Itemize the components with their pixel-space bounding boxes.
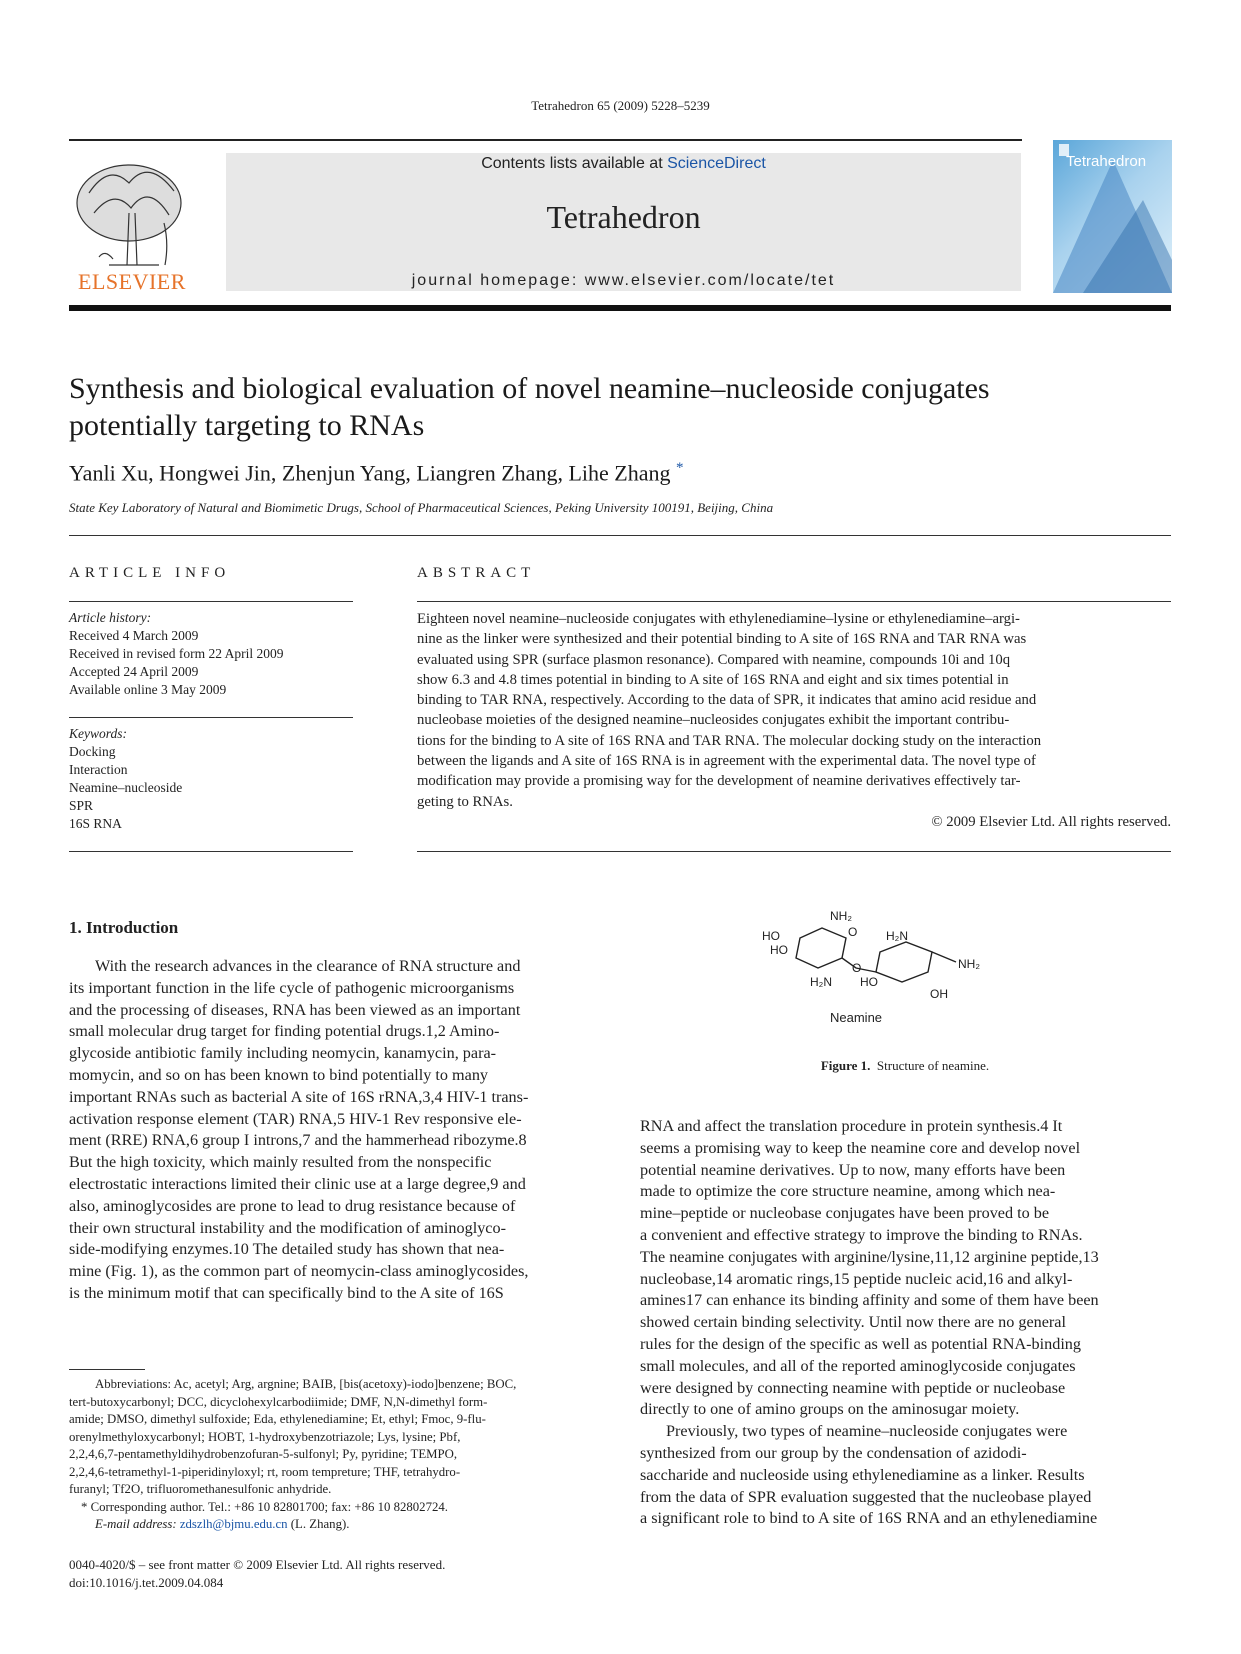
corresponding-author: * Corresponding author. Tel.: +86 10 82801700; fax: +86 10 82802724.: [81, 1499, 448, 1514]
doi-line[interactable]: doi:10.1016/j.tet.2009.04.084: [69, 1575, 224, 1590]
group-label-nh2-right: NH₂: [958, 957, 980, 971]
journal-homepage[interactable]: journal homepage: www.elsevier.com/locate/tet: [411, 272, 836, 289]
contents-prefix: Contents lists available at: [481, 155, 668, 172]
email-suffix: (L. Zhang).: [287, 1517, 350, 1531]
contents-line: [226, 155, 1021, 173]
online-date: Available online 3 May 2009: [69, 682, 227, 697]
body-line: rules for the design of the specific as well as potential RNA-binding: [640, 1334, 1081, 1353]
keywords-block: [69, 725, 353, 833]
abstract-line: show 6.3 and 4.8 times potential in binding to A site of 16S RNA and eight and six times potential in: [417, 671, 1009, 688]
figure-caption-text: Structure of neamine.: [876, 1058, 990, 1073]
footnote-line: 2,2,4,6,7-pentamethyldihydrobenzofuran-5-sulfonyl; Py, pyridine; TEMPO,: [69, 1447, 458, 1461]
body-line: amines17 can enhance its binding affinity and some of them have been: [640, 1291, 1099, 1310]
footnote-rule: [69, 1369, 145, 1370]
body-line: glycoside antibiotic family including neomycin, kanamycin, para-: [69, 1044, 497, 1063]
body-line: momycin, and so on has been known to bind potentially to many: [69, 1065, 489, 1084]
body-line: seems a promising way to keep the neamine core and develop novel: [640, 1138, 1081, 1157]
body-line: showed certain binding selectivity. Until now there are no general: [640, 1313, 1066, 1332]
article-history: [69, 609, 353, 699]
footnote-line: orenylmethyloxycarbonyl; HOBT, 1-hydroxybenzotriazole; Lys, lysine; Pbf,: [69, 1429, 461, 1444]
body-line: small molecular drug target for finding potential drugs.1,2 Amino-: [69, 1022, 500, 1041]
figure-label: Figure 1.: [820, 1058, 871, 1073]
body-line: from the data of SPR evaluation suggested that the nucleobase played: [640, 1487, 1092, 1506]
abstract-line: evaluated using SPR (surface plasmon resonance). Compared with neamine, compounds 10i and 10q: [417, 651, 1011, 668]
body-line: With the research advances in the clearance of RNA structure and: [95, 957, 521, 975]
issn-line: 0040-4020/$ – see front matter © 2009 Elsevier Ltd. All rights reserved.: [69, 1557, 446, 1572]
abstract-line: tions for the binding to A site of 16S RNA and TAR RNA. The molecular docking study on the interaction: [417, 732, 1042, 749]
email-link[interactable]: zdszlh@bjmu.edu.cn: [179, 1517, 288, 1531]
body-line: is the minimum motif that can specifically bind to the A site of 16S: [69, 1283, 504, 1302]
elsevier-wordmark: ELSEVIER: [78, 269, 186, 294]
abstract-line: Eighteen novel neamine–nucleoside conjugates with ethylenediamine–lysine or ethylenediamine–argi-: [417, 611, 1020, 627]
body-line: small molecules, and all of the reported aminoglycoside conjugates: [640, 1356, 1076, 1375]
group-label-ho3: HO: [860, 975, 878, 989]
neamine-structure-figure: [760, 910, 1060, 1030]
abstract-line: nine as the linker were synthesized and their potential binding to A site of 16S RNA and TAR RNA was: [417, 631, 1027, 648]
title-line-2: potentially targeting to RNAs: [69, 409, 425, 442]
figure-1-caption: [640, 1058, 1170, 1074]
article-info-heading: ARTICLE INFO: [69, 565, 231, 581]
group-label-ho2: HO: [770, 943, 788, 957]
compound-name: Neamine: [830, 1010, 883, 1025]
body-line: their own structural instability and the modification of aminoglyco-: [69, 1218, 506, 1237]
abstract-line: binding to TAR RNA, respectively. According to the data of SPR, it indicates that amino acid residue and: [417, 692, 1037, 709]
body-line: a significant role to bind to A site of 16S RNA and an ethylenediamine: [640, 1509, 1098, 1528]
intro-left-column: [69, 956, 600, 1305]
affiliation: State Key Laboratory of Natural and Biomimetic Drugs, School of Pharmaceutical Sciences, Peking University 100191, Beijing, China: [69, 500, 774, 515]
intro-right-column: [640, 1116, 1171, 1530]
group-label-h2n-2: H₂N: [886, 929, 908, 943]
corresponding-mark[interactable]: *: [675, 460, 684, 476]
header-rule: [69, 139, 1022, 141]
email-line: [69, 1516, 600, 1534]
keyword: Neamine–nucleoside: [69, 780, 183, 795]
group-label-nh2-top: NH₂: [830, 910, 852, 923]
body-line: saccharide and nucleoside using ethylenediamine as a linker. Results: [640, 1465, 1085, 1484]
body-line: Previously, two types of neamine–nucleoside conjugates were: [666, 1422, 1068, 1441]
keyword: 16S RNA: [69, 816, 122, 831]
abstract-line: geting to RNAs.: [417, 793, 513, 810]
abstract-line: nucleobase moieties of the designed neamine–nucleosides conjugates exhibit the important contribu-: [417, 712, 1010, 729]
sciencedirect-link[interactable]: ScienceDirect: [667, 155, 766, 172]
body-line: activation response element (TAR) RNA,5 HIV-1 Rev responsive ele-: [69, 1109, 522, 1128]
footnote-line: amide; DMSO, dimethyl sulfoxide; Eda, ethylenediamine; Et, ethyl; Fmoc, 9-flu-: [69, 1412, 486, 1426]
abstract-rule: [417, 601, 1171, 602]
group-label-oh: OH: [930, 987, 948, 1001]
abstract-line: modification may provide a promising way for the development of neamine derivatives effectively tar-: [417, 773, 1021, 790]
received-date: Received 4 March 2009: [69, 628, 199, 643]
body-line: synthesized from our group by the condensation of azidodi-: [640, 1443, 1027, 1462]
body-line: mine–peptide or nucleobase conjugates have been proved to be: [640, 1204, 1050, 1223]
body-line: a convenient and effective strategy to improve the binding to RNAs.: [640, 1225, 1083, 1244]
abbreviations-footnote: [69, 1376, 600, 1534]
footnote-line: 2,2,4,6-tetramethyl-1-piperidinyloxyl; rt, room tempreture; THF, tetrahydro-: [69, 1464, 461, 1479]
front-matter-note: [69, 1556, 629, 1592]
section-heading-introduction: 1. Introduction: [69, 918, 179, 937]
footnote-line: furanyl; Tf2O, trifluoromethanesulfonic anhydride.: [69, 1482, 332, 1496]
body-line: electrostatic interactions limited their clinic use at a large degree,9 and: [69, 1174, 526, 1193]
body-line: RNA and affect the translation procedure in protein synthesis.4 It: [640, 1117, 1063, 1135]
keyword: Docking: [69, 744, 116, 759]
body-line: The neamine conjugates with arginine/lysine,11,12 arginine peptide,13: [640, 1247, 1099, 1266]
body-line: nucleobase,14 aromatic rings,15 peptide nucleic acid,16 and alkyl-: [640, 1269, 1073, 1288]
info-rule-1: [69, 601, 353, 602]
ring-oxygen-1: O: [848, 925, 858, 939]
history-label: Article history:: [69, 610, 152, 625]
authors-text: Yanli Xu, Hongwei Jin, Zhenjun Yang, Liangren Zhang, Lihe Zhang: [69, 460, 671, 486]
body-line: also, aminoglycosides are prone to lead to drug resistance because of: [69, 1196, 516, 1215]
info-rule-2: [69, 717, 353, 718]
abstract-line: between the ligands and A site of 16S RNA is in agreement with the experimental data. The novel type of: [417, 753, 1036, 770]
body-line: But the high toxicity, which mainly resulted from the nonspecific: [69, 1153, 492, 1172]
keywords-label: Keywords:: [69, 726, 127, 741]
body-line: ment (RRE) RNA,6 group I introns,7 and the hammerhead ribozyme.8: [69, 1131, 527, 1150]
header-thick-rule: [69, 305, 1171, 311]
cover-title: Tetrahedron: [1066, 153, 1147, 170]
article-title: [69, 370, 1169, 444]
accepted-date: Accepted 24 April 2009: [69, 664, 199, 679]
body-line: made to optimize the core structure neamine, among which nea-: [640, 1182, 1056, 1201]
email-label: E-mail address:: [95, 1517, 180, 1531]
body-line: mine (Fig. 1), as the common part of neomycin-class aminoglycosides,: [69, 1262, 529, 1281]
abstract-copyright: © 2009 Elsevier Ltd. All rights reserved.: [931, 814, 1171, 830]
body-line: important RNAs such as bacterial A site of 16S rRNA,3,4 HIV-1 trans-: [69, 1087, 529, 1106]
group-label-ho1: HO: [762, 929, 780, 943]
body-line: and the processing of diseases, RNA has been viewed as an important: [69, 1000, 521, 1019]
title-rule: [69, 535, 1171, 536]
abstract-heading: ABSTRACT: [417, 565, 536, 581]
group-label-h2n-1: H₂N: [810, 975, 832, 989]
journal-citation: Tetrahedron 65 (2009) 5228–5239: [531, 98, 710, 113]
body-line: its important function in the life cycle of pathogenic microorganisms: [69, 978, 515, 997]
body-line: directly to one of amino groups on the aminosugar moiety.: [640, 1400, 1020, 1419]
abstract-body: [417, 609, 1171, 812]
glycosidic-oxygen: O: [852, 961, 862, 975]
body-line: side-modifying enzymes.10 The detailed study has shown that nea-: [69, 1240, 505, 1259]
author-list: [69, 460, 683, 486]
keyword: SPR: [69, 798, 94, 813]
abstract-bottom-rule: [417, 851, 1171, 852]
body-line: potential neamine derivatives. Up to now, many efforts have been: [640, 1160, 1066, 1179]
journal-name: Tetrahedron: [546, 199, 701, 235]
body-line: were designed by connecting neamine with peptide or nucleobase: [640, 1378, 1066, 1397]
keyword: Interaction: [69, 762, 128, 777]
revised-date: Received in revised form 22 April 2009: [69, 646, 284, 661]
footnote-line: Abbreviations: Ac, acetyl; Arg, argnine; BAIB, [bis(acetoxy)-iodo]benzene; BOC,: [95, 1377, 517, 1391]
info-rule-3: [69, 851, 353, 852]
footnote-line: tert-butoxycarbonyl; DCC, dicyclohexylcarbodiimide; DMF, N,N-dimethyl form-: [69, 1394, 488, 1409]
title-line-1: Synthesis and biological evaluation of novel neamine–nucleoside conjugates: [69, 372, 990, 405]
